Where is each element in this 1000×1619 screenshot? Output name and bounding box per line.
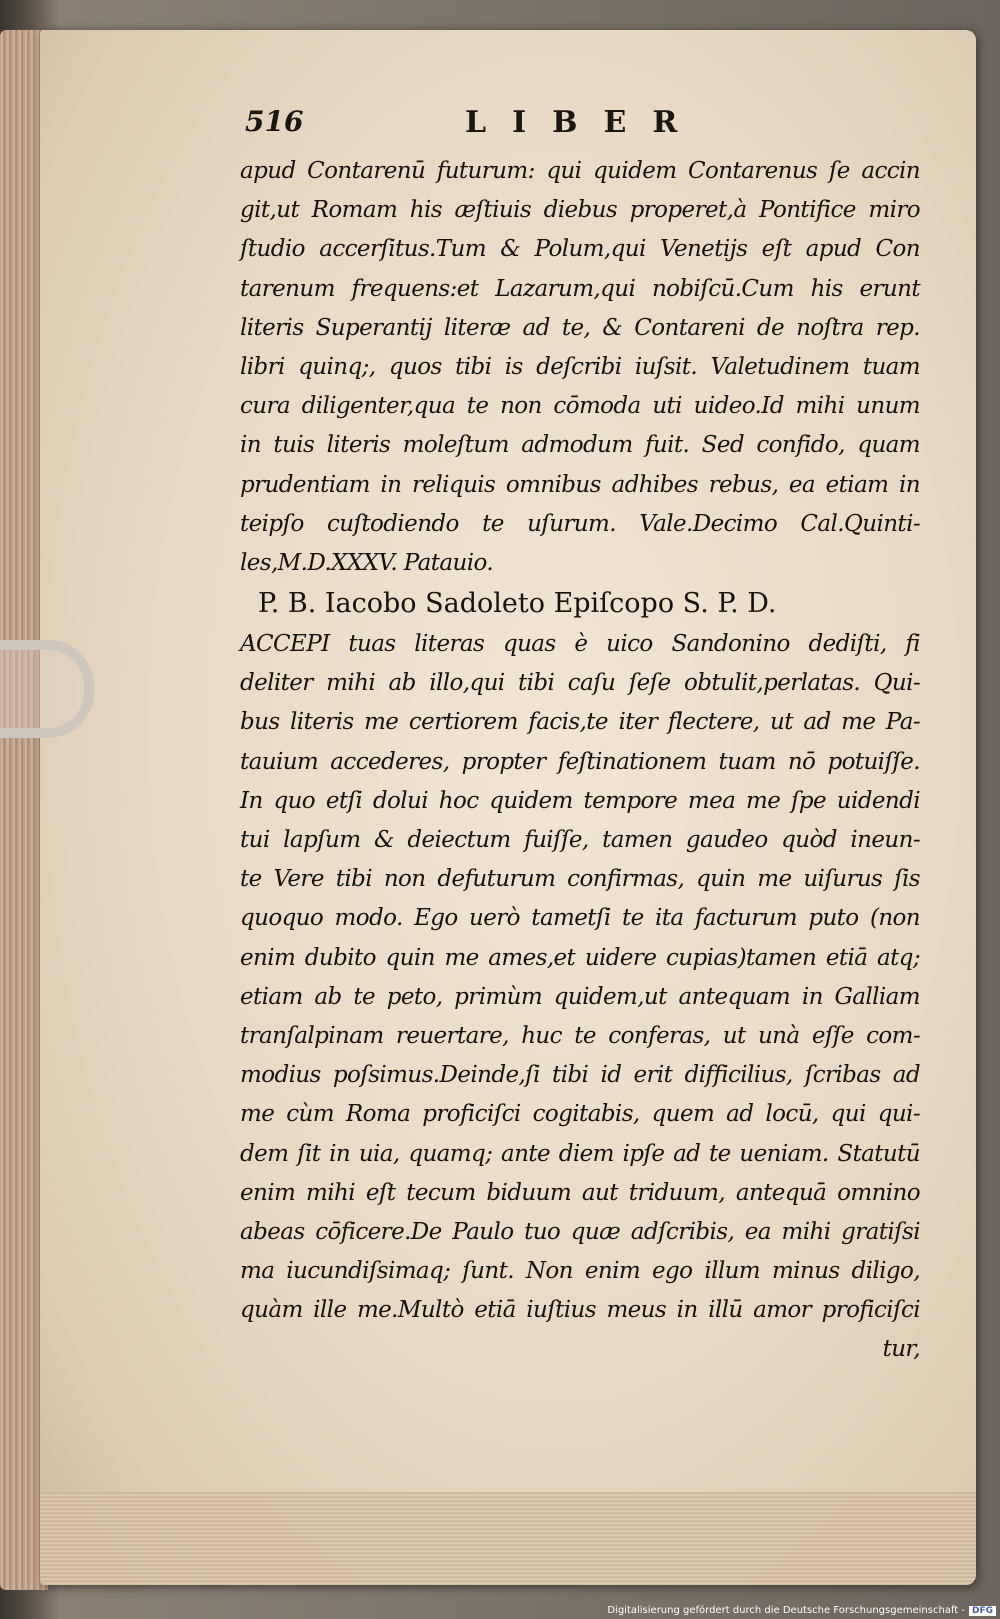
text-line: me cùm Roma proficiſci cogitabis, quem ad locū, qui qui- — [240, 1101, 920, 1128]
dfg-logo: DFG — [969, 1606, 996, 1616]
footer-credit: Digitalisierung gefördert durch die Deutsche Forschungsgemeinschaft - — [607, 1605, 965, 1616]
catchword: tur, — [882, 1336, 920, 1363]
book-bottom-edges — [40, 1492, 976, 1585]
text-line: ſtudio accerſitus.Tum & Polum,qui Venetijs eſt apud Con — [240, 236, 920, 263]
text-line: enim dubito quin me ames,et uidere cupias)tamen etiā atq; — [240, 944, 920, 971]
running-head: LIBER — [465, 105, 704, 140]
text-line: bus literis me certiorem facis,te iter flectere, ut ad me Pa- — [240, 709, 920, 736]
text-line: tauium accederes, propter feſtinationem tuam nō potuiſſe. — [240, 748, 920, 775]
text-line: ma iucundiſsimaq; ſunt. Non enim ego illum minus diligo, — [240, 1258, 920, 1285]
text-line: prudentiam in reliquis omnibus adhibes rebus, ea etiam in — [240, 471, 920, 498]
text-line: tarenum frequens:et Lazarum,qui nobiſcū.Cum his erunt — [240, 275, 920, 302]
text-line: cura diligenter,qua te non cōmoda uti uideo.Id mihi unum — [240, 393, 920, 420]
text-line: deliter mihi ab illo,qui tibi caſu ſeſe obtulit,perlatas. Qui- — [240, 670, 920, 697]
text-line: In quo etſi dolui hoc quidem tempore mea me ſpe uidendi — [240, 787, 920, 814]
text-line: libri quinq;, quos tibi is deſcribi iuſsit. Valetudinem tuam — [240, 353, 920, 380]
text-line: quàm ille me.Multò etiā iuſtius meus in illū amor proficiſci — [240, 1297, 920, 1324]
text-line: apud Contarenū futurum: qui quidem Contarenus ſe accin — [240, 158, 920, 184]
text-line: te Vere tibi non defuturum confirmas, quin me uiſurus ſis — [240, 866, 920, 893]
text-line: ACCEPI tuas literas quas è uico Sandonino dediſti, fi — [240, 631, 920, 658]
page-header — [245, 105, 945, 149]
text-line: abeas cōficere.De Paulo tuo quæ adſcribis, ea mihi gratiſsi — [240, 1218, 920, 1245]
folio-number: 516 — [245, 105, 304, 138]
page-clip — [0, 640, 94, 738]
text-line: literis Superantij literæ ad te, & Contareni de noſtra rep. — [240, 314, 920, 341]
text-line: modius poſsimus.Deinde,ſi tibi id erit difficilius, ſcribas ad — [240, 1062, 920, 1089]
text-line: quoquo modo. Ego uerò tametſi te ita facturum puto (non — [240, 905, 920, 932]
text-line: dem ſit in uia, quamq; ante diem ipſe ad te ueniam. Statutū — [240, 1140, 920, 1167]
text-line: tui lapſum & deiectum fuiſſe, tamen gaudeo quòd ineun- — [240, 827, 920, 853]
text-line: in tuis literis moleſtum admodum fuit. Sed confido, quam — [240, 432, 920, 459]
text-line: etiam ab te peto, primùm quidem,ut antequam in Galliam — [240, 983, 920, 1010]
text-line: enim mihi eſt tecum biduum aut triduum, antequā omnino — [240, 1179, 920, 1206]
text-line: tranſalpinam reuertare, huc te conferas, ut unà eſſe com- — [240, 1022, 920, 1049]
letter-heading: P. B. Iacobo Sadoleto Epiſcopo S. P. D. — [258, 588, 777, 620]
text-line: git,ut Romam his æſtiuis diebus properet,à Pontifice miro — [240, 197, 920, 224]
text-line: teipſo cuſtodiendo te uſurum. Vale.Decimo Cal.Quinti- — [240, 510, 920, 537]
text-line: les,M.D.XXXV. Patauio. — [240, 549, 494, 576]
digitization-footer — [607, 1605, 996, 1616]
page-text — [240, 152, 920, 1370]
